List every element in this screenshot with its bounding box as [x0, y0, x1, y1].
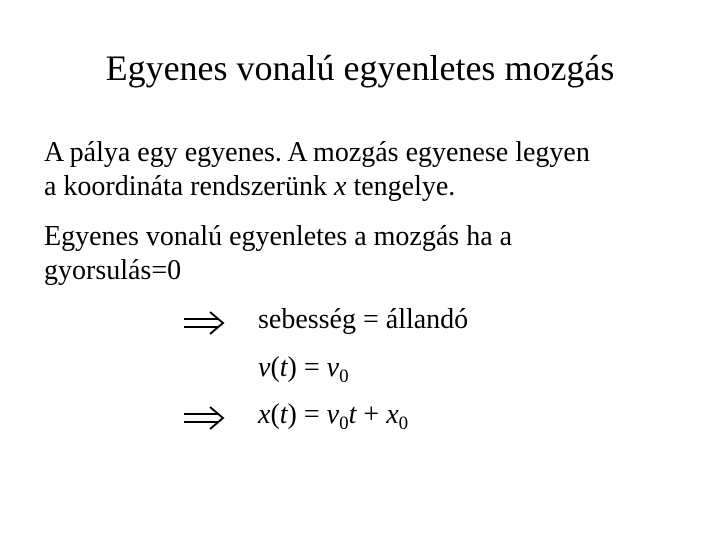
paragraph-condition-line-2: gyorsulás=0: [44, 255, 182, 286]
paragraph-path-line-1: A pálya egy egyenes. A mozgás egyenese legyen: [44, 137, 590, 168]
formula-position: [258, 398, 408, 435]
symbol-equals: ) =: [287, 399, 327, 430]
subscript-0: 0: [339, 413, 349, 434]
symbol-paren-open: (: [270, 399, 280, 430]
paragraph-condition-line-1: Egyenes vonalú egyenletes a mozgás ha a: [44, 221, 513, 252]
paragraph-condition: [44, 220, 512, 288]
text-fragment: a koordináta rendszerünk: [44, 171, 334, 202]
symbol-t: t: [279, 352, 288, 383]
implies-arrow-icon: [182, 406, 226, 430]
symbol-x0: x: [386, 399, 399, 430]
symbol-v: v: [258, 352, 271, 383]
formula-speed-constant: sebesség = állandó: [258, 304, 469, 335]
symbol-paren-open: (: [270, 352, 280, 383]
paragraph-path-line-2: [44, 170, 590, 204]
symbol-v0: v: [326, 352, 340, 383]
symbol-equals: ) =: [287, 352, 327, 383]
slide-title: Egyenes vonalú egyenletes mozgás: [105, 48, 615, 88]
symbol-x: x: [258, 399, 271, 430]
subscript-0: 0: [339, 366, 349, 387]
subscript-0: 0: [398, 413, 409, 434]
paragraph-path: [44, 136, 590, 204]
implies-arrow-icon: [182, 311, 226, 335]
formula-velocity: [258, 351, 349, 388]
symbol-v0: v: [326, 399, 340, 430]
symbol-t: t: [279, 399, 288, 430]
symbol-plus: +: [356, 399, 387, 430]
variable-x: x: [334, 171, 347, 202]
text-fragment: tengelye.: [346, 171, 456, 202]
symbol-t: t: [348, 399, 357, 430]
